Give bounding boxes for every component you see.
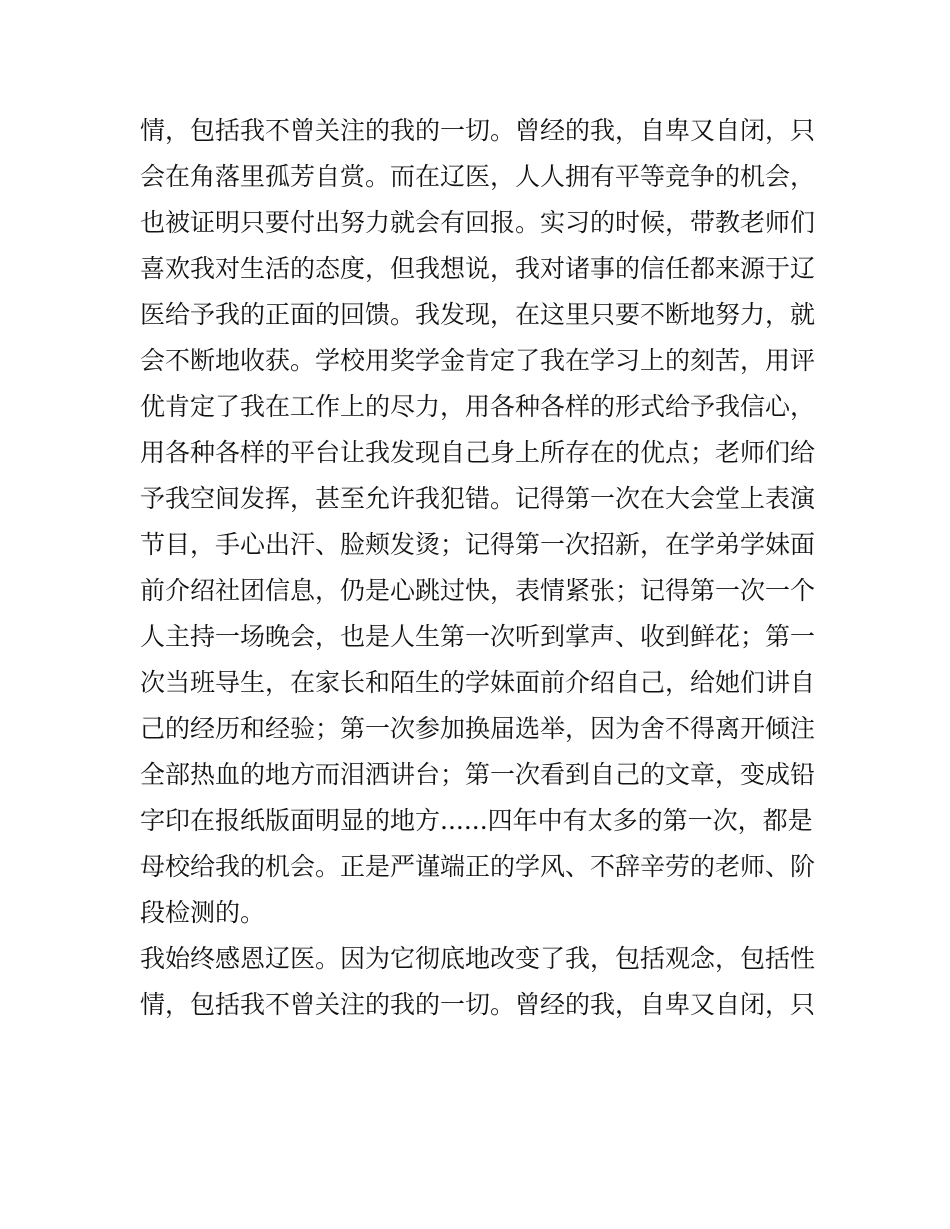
text-line: 予我空间发挥，甚至允许我犯错。记得第一次在大会堂上表演 xyxy=(140,484,816,513)
text-line: 也被证明只要付出努力就会有回报。实习的时候，带教老师们 xyxy=(140,208,816,237)
text-line: 母校给我的机会。正是严谨端正的学风、不辞辛劳的老师、阶 xyxy=(140,852,816,881)
text-line: 会在角落里孤芳自赏。而在辽医，人人拥有平等竞争的机会， xyxy=(140,162,816,191)
text-line: 情，包括我不曾关注的我的一切。曾经的我，自卑又自闭，只 xyxy=(140,990,816,1019)
text-line: 字印在报纸版面明显的地方......四年中有太多的第一次，都是 xyxy=(140,806,813,835)
text-line: 情，包括我不曾关注的我的一切。曾经的我，自卑又自闭，只 xyxy=(140,116,816,145)
body-text xyxy=(140,108,820,1028)
text-line: 段检测的。 xyxy=(140,898,266,927)
text-line: 优肯定了我在工作上的尽力，用各种各样的形式给予我信心， xyxy=(140,392,816,421)
text-line: 节目，手心出汗、脸颊发烫；记得第一次招新，在学弟学妹面 xyxy=(140,530,816,559)
text-line: 全部热血的地方而泪洒讲台；第一次看到自己的文章，变成铅 xyxy=(140,760,816,789)
text-line: 次当班导生，在家长和陌生的学妹面前介绍自己，给她们讲自 xyxy=(140,668,816,697)
text-line: 用各种各样的平台让我发现自己身上所存在的优点；老师们给 xyxy=(140,438,816,467)
text-line: 喜欢我对生活的态度，但我想说，我对诸事的信任都来源于辽 xyxy=(140,254,816,283)
text-line: 医给予我的正面的回馈。我发现，在这里只要不断地努力，就 xyxy=(140,300,816,329)
text-line: 己的经历和经验；第一次参加换届选举，因为舍不得离开倾注 xyxy=(140,714,816,743)
text-line: 前介绍社团信息，仍是心跳过快，表情紧张；记得第一次一个 xyxy=(140,576,816,605)
text-line: 我始终感恩辽医。因为它彻底地改变了我，包括观念，包括性 xyxy=(140,944,816,973)
text-line: 会不断地收获。学校用奖学金肯定了我在学习上的刻苦，用评 xyxy=(140,346,816,375)
text-line: 人主持一场晚会，也是人生第一次听到掌声、收到鲜花；第一 xyxy=(140,622,816,651)
